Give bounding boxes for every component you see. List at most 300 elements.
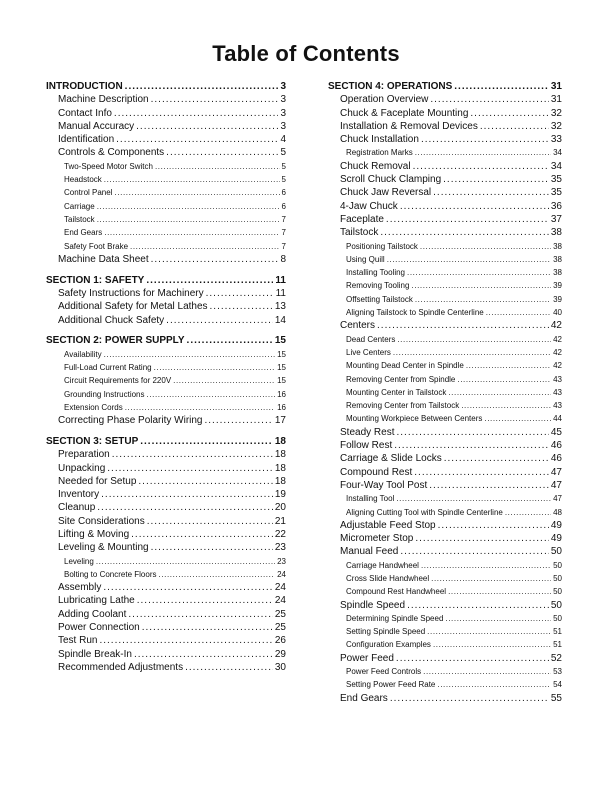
toc-page-number: 3 <box>280 107 286 119</box>
toc-entry-title: Contact Info <box>58 107 112 119</box>
dot-leader <box>393 346 551 359</box>
toc-entry-title: End Gears <box>340 692 388 704</box>
toc-section-heading[interactable] <box>46 435 286 448</box>
toc-entry-title: Chuck Removal <box>340 160 411 172</box>
toc-subentry[interactable] <box>328 333 562 346</box>
toc-subentry[interactable] <box>46 555 286 568</box>
toc-subentry[interactable] <box>328 253 562 266</box>
toc-subentry[interactable] <box>328 506 562 519</box>
toc-page-number: 39 <box>553 281 562 291</box>
toc-entry-title: Removing Tooling <box>346 281 410 291</box>
toc-entry-title: Lubricating Lathe <box>58 595 135 607</box>
toc-page-number: 42 <box>553 347 562 357</box>
toc-page-number: 34 <box>553 148 562 158</box>
toc-subentry[interactable] <box>328 359 562 372</box>
dot-leader <box>461 399 551 412</box>
toc-entry[interactable] <box>46 515 286 528</box>
toc-subentry[interactable] <box>328 240 562 253</box>
toc-subentry[interactable] <box>46 388 286 401</box>
toc-page-number: 46 <box>550 453 562 465</box>
toc-entry[interactable] <box>328 692 562 705</box>
toc-entry-title: Installing Tooling <box>346 268 406 278</box>
toc-page-number: 38 <box>553 254 562 264</box>
toc-entry-title: Setting Power Feed Rate <box>346 680 436 690</box>
toc-page-number: 7 <box>281 241 286 251</box>
toc-subentry[interactable] <box>328 638 562 651</box>
dot-leader <box>187 334 273 347</box>
toc-entry-title: Compound Rest <box>340 466 413 478</box>
toc-subentry[interactable] <box>46 240 286 253</box>
dot-leader <box>96 555 275 568</box>
toc-entry[interactable] <box>46 462 286 475</box>
dot-leader <box>134 648 273 661</box>
toc-page-number: 50 <box>553 613 562 623</box>
dot-leader <box>444 452 549 465</box>
dot-leader <box>125 80 279 93</box>
toc-entry[interactable] <box>46 648 286 661</box>
dot-leader <box>448 386 551 399</box>
toc-entry-title: Adjustable Feed Stop <box>340 519 436 531</box>
dot-leader <box>97 213 280 226</box>
section-spacer <box>46 266 286 274</box>
toc-entry[interactable] <box>328 652 562 665</box>
toc-subentry[interactable] <box>46 568 286 581</box>
toc-entry-title: Chuck Installation <box>340 134 419 146</box>
toc-entry-title: Tailstock <box>64 214 95 224</box>
toc-page-number: 43 <box>553 387 562 397</box>
dot-leader <box>415 146 551 159</box>
toc-page-number: 50 <box>553 560 562 570</box>
toc-entry-title: Scroll Chuck Clamping <box>340 174 442 186</box>
toc-page-number: 11 <box>275 274 286 286</box>
toc-entry-title: Live Centers <box>346 347 391 357</box>
toc-subentry[interactable] <box>328 559 562 572</box>
toc-page-number: 38 <box>553 268 562 278</box>
toc-entry[interactable] <box>328 479 562 492</box>
dot-leader <box>116 133 278 146</box>
toc-entry-title: Setting Spindle Speed <box>346 627 426 637</box>
dot-leader <box>438 519 549 532</box>
toc-entry-title: Additional Chuck Safety <box>58 314 165 326</box>
dot-leader <box>173 374 275 387</box>
toc-entry-title: Lifting & Moving <box>58 529 130 540</box>
toc-page-number: 4 <box>280 134 286 146</box>
toc-page-number: 47 <box>550 466 562 478</box>
dot-leader <box>147 515 273 528</box>
toc-entry[interactable] <box>46 621 286 634</box>
dot-leader <box>466 359 551 372</box>
toc-entry[interactable] <box>46 528 286 541</box>
dot-leader <box>430 93 549 106</box>
toc-subentry[interactable] <box>328 399 562 412</box>
toc-page-number: 48 <box>553 507 562 517</box>
toc-page-number: 17 <box>274 415 286 427</box>
toc-entry-title: 4-Jaw Chuck <box>340 200 398 212</box>
toc-entry-title: Power Feed Controls <box>346 667 422 677</box>
toc-subentry[interactable] <box>46 401 286 414</box>
dot-leader <box>386 213 549 226</box>
toc-entry-title: Dead Centers <box>346 334 396 344</box>
toc-entry-title: Safety Foot Brake <box>64 241 129 251</box>
toc-entry[interactable] <box>46 287 286 300</box>
dot-leader <box>151 93 279 106</box>
dot-leader <box>97 501 273 514</box>
toc-entry[interactable] <box>328 226 562 239</box>
toc-entry-title: Using Quill <box>346 254 385 264</box>
dot-leader <box>396 426 548 439</box>
dot-leader <box>484 412 551 425</box>
toc-entry[interactable] <box>328 319 562 332</box>
toc-page-number: 50 <box>550 546 562 558</box>
toc-page-number: 44 <box>553 414 562 424</box>
toc-page-number: 35 <box>550 187 562 199</box>
toc-subentry[interactable] <box>328 293 562 306</box>
toc-page-number: 49 <box>550 533 562 545</box>
toc-page-number: 37 <box>550 213 562 225</box>
toc-page-number: 18 <box>274 475 286 487</box>
dot-leader <box>505 506 551 519</box>
toc-entry[interactable] <box>328 213 562 226</box>
toc-page-number: 52 <box>550 652 562 664</box>
toc-page-number: 5 <box>281 175 286 185</box>
toc-page-number: 36 <box>550 200 562 212</box>
toc-entry[interactable] <box>46 107 286 120</box>
toc-entry[interactable] <box>328 532 562 545</box>
toc-entry[interactable] <box>328 107 562 120</box>
toc-subentry[interactable] <box>46 226 286 239</box>
toc-page-number: 45 <box>550 426 562 438</box>
toc-entry[interactable] <box>46 608 286 621</box>
toc-entry-title: Mounting Workpiece Between Centers <box>346 414 483 424</box>
dot-leader <box>421 559 551 572</box>
toc-page-number: 38 <box>553 241 562 251</box>
toc-subentry[interactable] <box>328 625 562 638</box>
toc-entry-title: Offsetting Tailstock <box>346 294 413 304</box>
toc-entry-title: Test Run <box>58 635 98 647</box>
dot-leader <box>206 287 274 300</box>
toc-page-number: 26 <box>274 635 286 647</box>
toc-entry-title: Spindle Break-In <box>58 648 132 660</box>
toc-entry-title: Leveling & Mounting <box>58 542 149 554</box>
toc-page-number: 18 <box>274 435 286 447</box>
toc-page-number: 42 <box>553 334 562 344</box>
toc-page-number: 39 <box>553 294 562 304</box>
dot-leader <box>396 652 549 665</box>
dot-leader <box>125 401 275 414</box>
toc-page-number: 5 <box>280 147 286 159</box>
toc-entry-title: Machine Data Sheet <box>58 253 149 265</box>
dot-leader <box>397 333 551 346</box>
toc-entry-title: Removing Center from Tailstock <box>346 401 460 411</box>
toc-page-number: 55 <box>550 692 562 704</box>
toc-entry-title: Power Connection <box>58 622 140 634</box>
dot-leader <box>433 186 549 199</box>
toc-entry[interactable] <box>46 634 286 647</box>
toc-subentry[interactable] <box>328 266 562 279</box>
dot-leader <box>107 462 273 475</box>
toc-subentry[interactable] <box>46 213 286 226</box>
toc-entry[interactable] <box>46 581 286 594</box>
toc-entry[interactable] <box>46 594 286 607</box>
toc-entry-title: Micrometer Stop <box>340 533 414 545</box>
dot-leader <box>407 266 551 279</box>
toc-entry-title: SECTION 3: SETUP <box>46 435 139 447</box>
toc-entry-title: Availability <box>64 349 102 359</box>
toc-entry[interactable] <box>328 439 562 452</box>
dot-leader <box>205 414 273 427</box>
toc-entry-title: Two-Speed Motor Switch <box>64 161 153 171</box>
dot-leader <box>437 678 551 691</box>
toc-entry-title: Spindle Speed <box>340 599 406 611</box>
toc-entry-title: Operation Overview <box>340 94 429 106</box>
dot-leader <box>394 439 549 452</box>
dot-leader <box>433 638 551 651</box>
dot-leader <box>486 306 551 319</box>
dot-leader <box>104 348 275 361</box>
dot-leader <box>396 492 551 505</box>
toc-page-number: 15 <box>277 376 286 386</box>
toc-entry[interactable] <box>328 93 562 106</box>
toc-page-number: 15 <box>274 335 286 347</box>
toc-subentry[interactable] <box>328 412 562 425</box>
toc-entry[interactable] <box>46 541 286 554</box>
toc-entry-title: Preparation <box>58 449 110 461</box>
toc-subentry[interactable] <box>46 173 286 186</box>
toc-entry[interactable] <box>328 186 562 199</box>
toc-entry[interactable] <box>46 133 286 146</box>
toc-entry[interactable] <box>328 466 562 479</box>
dot-leader <box>166 146 278 159</box>
dot-leader <box>400 200 549 213</box>
toc-page-number: 29 <box>274 648 286 660</box>
dot-leader <box>380 226 549 239</box>
toc-entry-title: Leveling <box>64 556 94 566</box>
dot-leader <box>151 541 273 554</box>
toc-page-number: 18 <box>274 449 286 461</box>
toc-section-heading[interactable] <box>46 80 286 93</box>
dot-leader <box>415 293 551 306</box>
toc-page-number: 7 <box>281 214 286 224</box>
dot-leader <box>387 253 551 266</box>
toc-entry[interactable] <box>328 120 562 133</box>
dot-leader <box>128 608 272 621</box>
toc-entry-title: Compound Rest Handwheel <box>346 587 447 597</box>
toc-page-number: 24 <box>274 582 286 594</box>
toc-entry-title: Four-Way Tool Post <box>340 479 428 491</box>
toc-page-number: 7 <box>281 228 286 238</box>
toc-page-number: 42 <box>553 361 562 371</box>
dot-leader <box>146 274 273 287</box>
toc-page-number: 32 <box>550 120 562 132</box>
dot-leader <box>454 80 549 93</box>
toc-subentry[interactable] <box>328 146 562 159</box>
toc-entry[interactable] <box>46 414 286 427</box>
toc-page-number: 23 <box>277 556 286 566</box>
toc-page-number: 46 <box>550 440 562 452</box>
dot-leader <box>427 625 551 638</box>
dot-leader <box>97 200 280 213</box>
dot-leader <box>480 120 549 133</box>
toc-page-number: 20 <box>274 502 286 514</box>
toc-subentry[interactable] <box>46 186 286 199</box>
toc-entry-title: Manual Feed <box>340 546 399 558</box>
toc-page-number: 33 <box>550 134 562 146</box>
toc-entry-title: Assembly <box>58 582 102 594</box>
toc-subentry[interactable] <box>46 374 286 387</box>
dot-leader <box>166 314 273 327</box>
dot-leader <box>104 226 279 239</box>
toc-page-number: 54 <box>553 680 562 690</box>
toc-page-number: 6 <box>281 188 286 198</box>
toc-entry-title: INTRODUCTION <box>46 81 123 92</box>
toc-entry-title: Faceplate <box>340 213 384 225</box>
toc-entry[interactable] <box>328 452 562 465</box>
toc-subentry[interactable] <box>328 572 562 585</box>
toc-entry[interactable] <box>46 448 286 461</box>
dot-leader <box>104 173 280 186</box>
toc-entry-title: Controls & Components <box>58 147 165 159</box>
dot-leader <box>429 479 549 492</box>
toc-page-number: 32 <box>550 107 562 119</box>
dot-leader <box>413 160 549 173</box>
toc-page-number: 38 <box>550 227 562 239</box>
toc-entry[interactable] <box>46 314 286 327</box>
toc-section-heading[interactable] <box>46 334 286 347</box>
toc-entry-title: Registration Marks <box>346 148 413 158</box>
dot-leader <box>99 634 272 647</box>
toc-entry-title: Correcting Phase Polarity Wiring <box>58 415 203 427</box>
toc-entry-title: Centers <box>340 320 376 332</box>
toc-page-number: 50 <box>550 599 562 611</box>
toc-subentry[interactable] <box>46 160 286 173</box>
toc-entry[interactable] <box>328 519 562 532</box>
toc-entry-title: Steady Rest <box>340 426 395 438</box>
toc-entry-title: Installation & Removal Devices <box>340 120 478 132</box>
toc-page-number: 51 <box>553 640 562 650</box>
toc-entry[interactable] <box>328 599 562 612</box>
toc-subentry[interactable] <box>328 585 562 598</box>
toc-entry-title: Installing Tool <box>346 494 395 504</box>
toc-page-number: 16 <box>277 389 286 399</box>
dot-leader <box>431 572 551 585</box>
toc-entry-title: Identification <box>58 134 115 146</box>
toc-page-number: 47 <box>553 494 562 504</box>
toc-subentry[interactable] <box>46 200 286 213</box>
toc-page-number: 25 <box>274 622 286 634</box>
toc-entry[interactable] <box>46 120 286 133</box>
toc-page-number: 23 <box>274 542 286 554</box>
toc-subentry[interactable] <box>46 361 286 374</box>
toc-entry[interactable] <box>328 200 562 213</box>
dot-leader <box>407 599 549 612</box>
toc-entry-title: Headstock <box>64 175 102 185</box>
toc-page-number: 40 <box>553 308 562 318</box>
toc-entry[interactable] <box>328 160 562 173</box>
toc-page-number: 5 <box>281 161 286 171</box>
toc-entry-title: Positioning Tailstock <box>346 241 418 251</box>
toc-page-number: 15 <box>277 349 286 359</box>
toc-entry[interactable] <box>46 93 286 106</box>
toc-subentry[interactable] <box>328 612 562 625</box>
toc-page-number: 25 <box>274 608 286 620</box>
toc-subentry[interactable] <box>328 386 562 399</box>
toc-entry-title: Follow Rest <box>340 440 393 452</box>
toc-page-number: 24 <box>274 595 286 607</box>
toc-entry-title: Chuck & Faceplate Mounting <box>340 107 469 119</box>
dot-leader <box>147 388 276 401</box>
toc-page-number: 43 <box>553 401 562 411</box>
toc-entry[interactable] <box>46 501 286 514</box>
toc-subentry[interactable] <box>328 492 562 505</box>
toc-subentry[interactable] <box>46 348 286 361</box>
toc-page-number: 6 <box>281 201 286 211</box>
toc-page-number: 11 <box>275 287 286 299</box>
toc-page-number: 49 <box>550 519 562 531</box>
dot-leader <box>415 532 549 545</box>
toc-page-number: 47 <box>550 479 562 491</box>
dot-leader <box>137 594 273 607</box>
toc-entry[interactable] <box>46 488 286 501</box>
toc-page-number: 18 <box>274 462 286 474</box>
dot-leader <box>155 160 280 173</box>
toc-section-heading[interactable] <box>46 274 286 287</box>
toc-subentry[interactable] <box>328 279 562 292</box>
toc-entry[interactable] <box>328 133 562 146</box>
toc-section-heading[interactable] <box>328 80 562 93</box>
dot-leader <box>151 253 279 266</box>
toc-subentry[interactable] <box>328 346 562 359</box>
dot-leader <box>103 581 273 594</box>
dot-leader <box>210 300 273 313</box>
toc-entry-title: Removing Center from Spindle <box>346 374 456 384</box>
toc-page-number: 35 <box>550 174 562 186</box>
toc-entry-title: Configuration Examples <box>346 640 431 650</box>
toc-page-number: 30 <box>274 661 286 673</box>
dot-leader <box>154 361 275 374</box>
dot-leader <box>421 133 549 146</box>
toc-entry[interactable] <box>328 545 562 558</box>
toc-entry[interactable] <box>46 475 286 488</box>
toc-entry[interactable] <box>328 173 562 186</box>
toc-entry[interactable] <box>46 253 286 266</box>
toc-page-number: 34 <box>550 160 562 172</box>
toc-entry-title: Full-Load Current Rating <box>64 362 152 372</box>
toc-subentry[interactable] <box>328 306 562 319</box>
toc-entry-title: Carriage Handwheel <box>346 560 419 570</box>
toc-entry-title: Safety Instructions for Machinery <box>58 287 204 299</box>
toc-page-number: 53 <box>553 667 562 677</box>
toc-page-number: 22 <box>274 529 286 540</box>
toc-page-number: 14 <box>274 314 286 326</box>
dot-leader <box>130 240 280 253</box>
toc-page-number: 21 <box>274 515 286 527</box>
toc-entry[interactable] <box>46 146 286 159</box>
dot-leader <box>114 107 279 120</box>
toc-entry-title: Needed for Setup <box>58 475 137 487</box>
toc-subentry[interactable] <box>328 678 562 691</box>
toc-subentry[interactable] <box>328 373 562 386</box>
toc-page-number: 3 <box>280 120 286 132</box>
toc-entry[interactable] <box>46 661 286 674</box>
toc-entry[interactable] <box>328 426 562 439</box>
dot-leader <box>390 692 549 705</box>
toc-subentry[interactable] <box>328 665 562 678</box>
dot-leader <box>131 528 273 541</box>
toc-entry[interactable] <box>46 300 286 313</box>
toc-entry-title: Manual Accuracy <box>58 120 135 132</box>
toc-entry-title: Power Feed <box>340 652 394 664</box>
toc-entry-title: Inventory <box>58 489 100 501</box>
